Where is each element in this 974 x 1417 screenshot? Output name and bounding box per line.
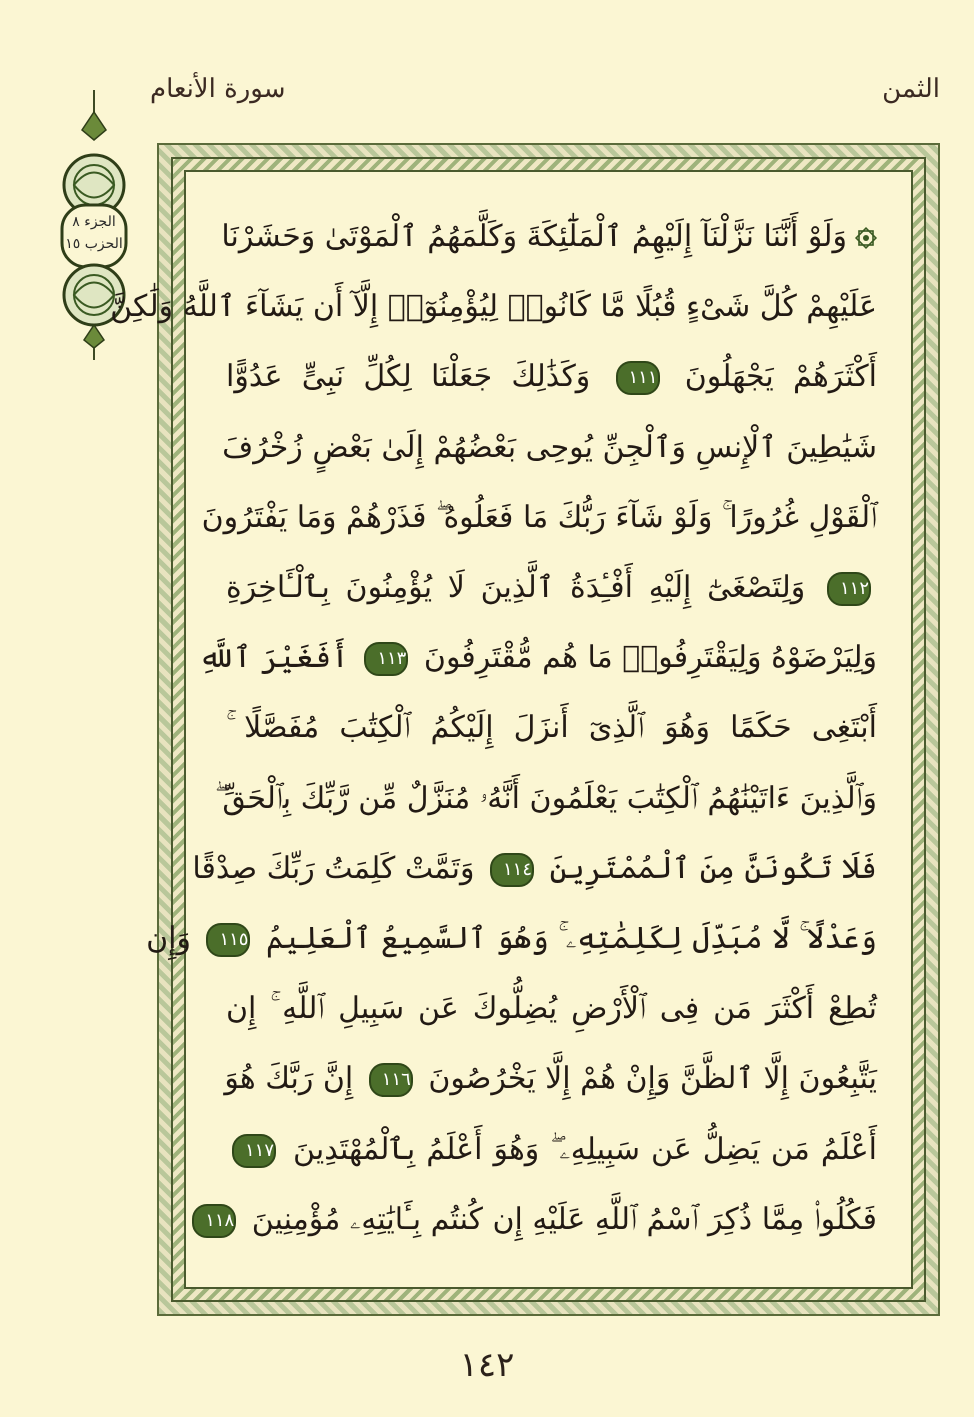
ayah-number-marker: ١١٦ xyxy=(369,1063,413,1097)
quran-text xyxy=(110,204,877,1253)
verse-text: وَلَوْ أَنَّنَا نَزَّلْنَآ إِلَيْهِمُ ٱلْمَلَٰٓئِكَةَ وَكَلَّمَهُمُ ٱلْمَوْتَىٰ وَحَشَرْنَا xyxy=(221,219,847,254)
ayah-number-marker: ١١٣ xyxy=(364,642,408,676)
verse-line xyxy=(192,836,877,902)
verse-line xyxy=(226,976,877,1042)
verse-line xyxy=(222,415,877,481)
page-frame xyxy=(110,143,940,1316)
ayah-number-marker: ١١٤ xyxy=(490,853,534,887)
juz-label: الجزء ٨ xyxy=(72,214,116,230)
ayah-number-marker: ١١٨ xyxy=(192,1204,236,1238)
verse-line xyxy=(110,274,877,340)
frame-border-pattern xyxy=(110,157,926,1302)
verse-text: تُطِعْ أَكْثَرَ مَن فِى ٱلْأَرْضِ يُضِلُّوكَ عَن سَبِيلِ ٱللَّهِ ۚ إِن xyxy=(226,991,877,1027)
verse-text: وَإِن xyxy=(146,921,191,957)
verse-line xyxy=(226,695,877,761)
ayah-number-marker: ١١٧ xyxy=(232,1134,276,1168)
hizb-label: الحزب ١٥ xyxy=(65,236,123,252)
verse-text: فَكُلُوا۟ مِمَّا ذُكِرَ ٱسْمُ ٱللَّهِ عَلَيْهِ إِن كُنتُم بِـَٔايَٰتِهِۦ مُؤْمِنِينَ xyxy=(251,1201,877,1237)
verse-text: فَلَا تَكُونَنَّ مِنَ ٱلْمُمْتَرِينَ xyxy=(549,850,877,886)
verse-text: أَفَغَيْرَ ٱللَّهِ xyxy=(198,640,349,676)
verse-text: وَتَمَّتْ كَلِمَتُ رَبِّكَ صِدْقًا xyxy=(192,850,475,886)
page-header xyxy=(150,68,940,114)
verse-text: إِنَّ رَبَّكَ هُوَ xyxy=(224,1061,354,1097)
verse-text: أَبْتَغِى حَكَمًا وَهُوَ ٱلَّذِىٓ أَنزَلَ إِلَيْكُمُ ٱلْكِتَٰبَ مُفَصَّلًا ۚ xyxy=(226,710,877,746)
text-panel xyxy=(110,170,913,1289)
ayah-number-marker: ١١١ xyxy=(616,361,660,395)
ayah-number-marker: ١١٢ xyxy=(827,572,871,606)
verse-text: شَيَٰطِينَ ٱلْإِنسِ وَٱلْجِنِّ يُوحِى بَعْضُهُمْ إِلَىٰ بَعْضٍ زُخْرُفَ xyxy=(222,429,877,465)
verse-line xyxy=(201,485,877,551)
verse-text: وَلِتَصْغَىٰٓ إِلَيْهِ أَفْـِٔدَةُ ٱلَّذِينَ لَا يُؤْمِنُونَ بِٱلْـَٔاخِرَةِ xyxy=(226,570,806,606)
ayah-number-marker: ١١٥ xyxy=(206,923,250,957)
surah-title: سورة الأنعام xyxy=(150,74,286,104)
rub-el-hizb-icon xyxy=(855,227,877,249)
verse-text: وَكَذَٰلِكَ جَعَلْنَا لِكُلِّ نَبِىٍّ عَدُوًّا xyxy=(226,359,591,395)
verse-line xyxy=(221,204,877,270)
verse-line xyxy=(226,1117,877,1183)
verse-line xyxy=(226,1046,877,1112)
verse-text: يَتَّبِعُونَ إِلَّا ٱلظَّنَّ وَإِنْ هُمْ إِلَّا يَخْرُصُونَ xyxy=(428,1061,877,1097)
verse-text: وَلِيَرْضَوْهُ وَلِيَقْتَرِفُوا۟ مَا هُم مُّقْتَرِفُونَ xyxy=(423,640,877,676)
verse-text: أَكْثَرَهُمْ يَجْهَلُونَ xyxy=(684,359,877,395)
verse-text: ٱلْقَوْلِ غُرُورًا ۚ وَلَوْ شَآءَ رَبُّكَ مَا فَعَلُوهُ ۖ فَذَرْهُمْ وَمَا يَفْتَرُونَ xyxy=(201,499,877,535)
verse-line xyxy=(214,766,877,832)
verse-text: وَعَدْلًا ۚ لَّا مُبَدِّلَ لِكَلِمَٰتِهِۦ ۚ وَهُوَ ٱلسَّمِيعُ ٱلْعَلِيمُ xyxy=(266,921,877,957)
page-number: ١٤٢ xyxy=(459,1345,515,1385)
verse-text: عَلَيْهِمْ كُلَّ شَىْءٍ قُبُلًا مَّا كَانُوا۟ لِيُؤْمِنُوٓا۟ إِلَّآ أَن يَشَآءَ ٱللَّهُ وَلَٰكِنَّ xyxy=(110,289,877,325)
verse-line xyxy=(205,1187,877,1253)
verse-line xyxy=(226,555,877,621)
verse-text: وَٱلَّذِينَ ءَاتَيْنَٰهُمُ ٱلْكِتَٰبَ يَعْلَمُونَ أَنَّهُۥ مُنَزَّلٌ مِّن رَّبِّكَ بِٱلْحَقِّ ۖ xyxy=(214,780,877,816)
verse-text: أَعْلَمُ مَن يَضِلُّ عَن سَبِيلِهِۦ ۖ وَهُوَ أَعْلَمُ بِٱلْمُهْتَدِينَ xyxy=(293,1131,877,1167)
verse-line xyxy=(226,344,877,410)
section-marker-title: الثمن xyxy=(882,74,940,104)
verse-line xyxy=(146,906,877,972)
verse-line xyxy=(198,625,877,691)
